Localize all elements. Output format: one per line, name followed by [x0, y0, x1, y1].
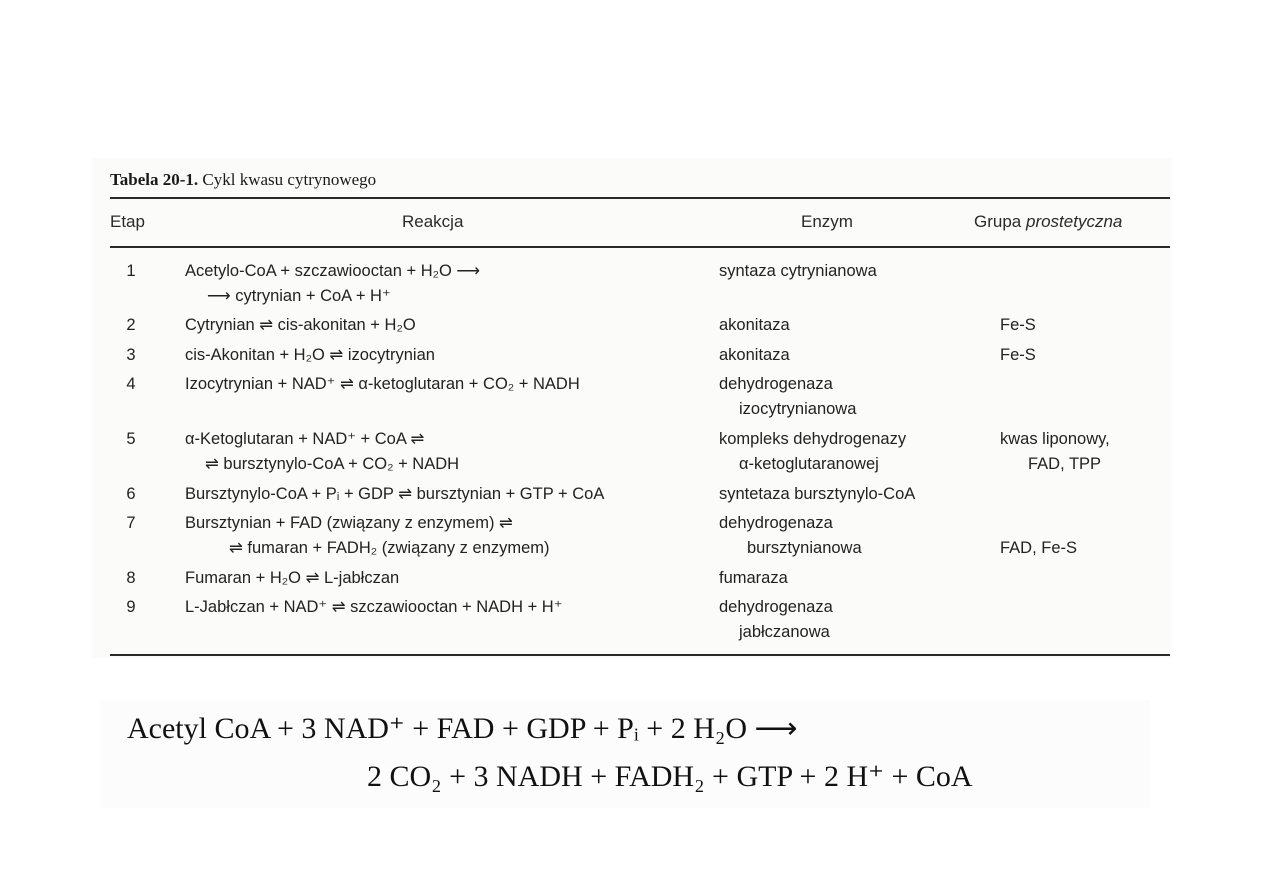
row-7-group: FAD, Fe-S	[1000, 539, 1078, 557]
table-caption-label: Tabela 20-1.	[110, 170, 199, 189]
header-grupa-word: Grupa	[974, 212, 1022, 231]
row-4-enzyme-line-2: izocytrynianowa	[739, 400, 857, 418]
row-5-group-line-1: kwas liponowy,	[1000, 430, 1110, 448]
row-1-reaction-line-2: ⟶ cytrynian + CoA + H⁺	[207, 287, 391, 305]
row-9-enzyme-line-1: dehydrogenaza	[719, 598, 833, 616]
table-bottom-rule	[110, 654, 1170, 656]
row-3-etap: 3	[126, 346, 136, 364]
header-reakcja: Reakcja	[402, 212, 464, 231]
row-5-group	[1000, 427, 1110, 477]
row-1-enzyme-line-1: syntaza cytrynianowa	[719, 262, 877, 280]
summary-equation-line-2: 2 CO₂ + 3 NADH + FADH₂ + GTP + 2 H⁺ + CoA	[367, 760, 973, 793]
row-5-reaction	[185, 427, 459, 477]
row-8-reaction: Fumaran + H₂O ⇌ L-jabłczan	[185, 569, 400, 587]
table-top-rule	[110, 197, 1170, 199]
row-5-reaction-line-2: ⇌ bursztynylo-CoA + CO₂ + NADH	[205, 455, 460, 473]
row-7-etap: 7	[126, 514, 136, 532]
row-3-group: Fe-S	[1000, 346, 1036, 364]
row-2-reaction: Cytrynian ⇌ cis-akonitan + H₂O	[185, 316, 416, 334]
summary-equation-line-1: Acetyl CoA + 3 NAD⁺ + FAD + GDP + Pᵢ + 2 H₂O ⟶	[127, 712, 798, 745]
row-7-reaction	[185, 511, 550, 561]
row-6-enzyme: syntetaza bursztynylo-CoA	[719, 485, 916, 503]
row-4-reaction: Izocytrynian + NAD⁺ ⇌ α-ketoglutaran + CO₂ + NADH	[185, 375, 580, 393]
header-etap: Etap	[110, 212, 145, 231]
header-enzym: Enzym	[801, 212, 853, 231]
row-1-reaction	[185, 259, 480, 309]
row-1-etap: 1	[126, 262, 136, 280]
row-9-etap: 9	[126, 598, 136, 616]
row-2-enzyme: akonitaza	[719, 316, 790, 334]
row-9-reaction: L-Jabłczan + NAD⁺ ⇌ szczawiooctan + NADH + H⁺	[185, 598, 563, 616]
row-5-enzyme	[719, 427, 906, 477]
row-5-reaction-line-1: α-Ketoglutaran + NAD⁺ + CoA ⇌	[185, 430, 425, 448]
row-5-enzyme-line-1: kompleks dehydrogenazy	[719, 430, 907, 448]
row-2-group: Fe-S	[1000, 316, 1036, 334]
row-7-enzyme-line-2: bursztynianowa	[747, 539, 862, 557]
header-grupa-italic: prostetyczna	[1025, 212, 1123, 231]
row-4-enzyme	[719, 372, 856, 422]
row-7-reaction-line-1: Bursztynian + FAD (związany z enzymem) ⇌	[185, 514, 513, 532]
header-bottom-rule	[110, 246, 1170, 248]
row-1-reaction-line-1: Acetylo-CoA + szczawiooctan + H₂O ⟶	[185, 262, 481, 280]
row-2-etap: 2	[126, 316, 136, 334]
row-3-reaction: cis-Akonitan + H₂O ⇌ izocytrynian	[185, 346, 435, 364]
row-4-enzyme-line-1: dehydrogenaza	[719, 375, 833, 393]
row-8-etap: 8	[126, 569, 136, 587]
row-5-group-line-2: FAD, TPP	[1028, 455, 1102, 473]
row-6-etap: 6	[126, 485, 136, 503]
row-5-enzyme-line-2: α-ketoglutaranowej	[739, 455, 879, 473]
row-3-enzyme: akonitaza	[719, 346, 790, 364]
row-9-enzyme-line-2: jabłczanowa	[739, 623, 830, 641]
row-5-etap: 5	[126, 430, 136, 448]
row-9-enzyme	[719, 595, 833, 645]
row-4-etap: 4	[126, 375, 136, 393]
row-7-enzyme	[719, 511, 862, 561]
row-7-enzyme-line-1: dehydrogenaza	[719, 514, 833, 532]
row-6-reaction: Bursztynylo-CoA + Pᵢ + GDP ⇌ bursztynian + GTP + CoA	[185, 485, 605, 503]
table-caption-title: Cykl kwasu cytrynowego	[202, 170, 377, 189]
row-1-enzyme	[719, 259, 877, 284]
row-8-enzyme: fumaraza	[719, 569, 788, 587]
table-caption	[110, 170, 376, 190]
row-7-reaction-line-2: ⇌ fumaran + FADH₂ (związany z enzymem)	[229, 539, 550, 557]
header-grupa	[974, 212, 1122, 232]
